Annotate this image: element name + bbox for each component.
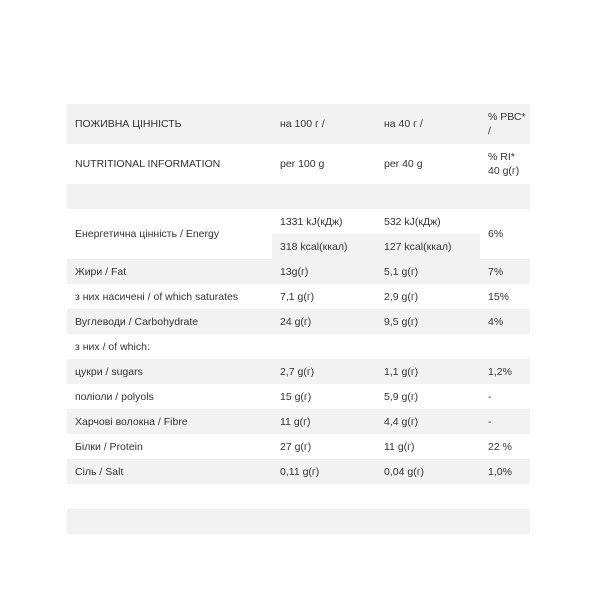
row-ri: 22 % xyxy=(488,440,512,453)
header-per40-en: per 40 g xyxy=(384,158,423,170)
header-ri-ua xyxy=(480,104,530,144)
header-ri-en xyxy=(480,144,530,184)
row-per40 xyxy=(376,334,480,359)
row-per40: 4,4 g(г) xyxy=(384,415,419,428)
table-row xyxy=(67,459,530,484)
energy-ri: 6% xyxy=(488,228,504,240)
row-ri: 4% xyxy=(488,315,504,328)
row-label: Білки / Protein xyxy=(75,440,143,453)
row-per100: 0,11 g(г) xyxy=(280,465,320,478)
table-row xyxy=(67,434,530,459)
row-per100: 2,7 g(г) xyxy=(280,365,315,378)
row-ri xyxy=(480,334,530,359)
row-ri: 1,2% xyxy=(488,365,512,378)
energy-kcal-subrow xyxy=(272,234,480,259)
row-ri: 1,0% xyxy=(488,465,512,478)
header-ri-ua-line1: % РВС* xyxy=(488,111,526,123)
energy-kj-subrow xyxy=(272,209,480,234)
table-row xyxy=(67,259,530,284)
row-per100: 13g(г) xyxy=(280,265,309,278)
row-label: Жири / Fat xyxy=(75,265,127,278)
row-per40: 5,9 g(г) xyxy=(384,390,419,403)
row-label: Харчові волокна / Fibre xyxy=(75,415,188,428)
row-label: Вуглеводи / Carbohydrate xyxy=(75,315,199,328)
header-row-en xyxy=(67,144,530,184)
row-label: з них насичені / of which saturates xyxy=(75,290,239,303)
table-row xyxy=(67,309,530,334)
energy-kcal-40: 127 kcal(ккал) xyxy=(384,240,452,253)
header-ri-en-line2: 40 g(г) xyxy=(488,165,520,177)
row-per40: 1,1 g(г) xyxy=(384,365,419,378)
blank-row xyxy=(67,484,530,509)
row-label: з них / of which: xyxy=(75,340,150,353)
header-per100-en: per 100 g xyxy=(280,158,325,170)
footer-spacer-row xyxy=(67,509,530,534)
row-ri: 7% xyxy=(488,265,504,278)
energy-values xyxy=(272,209,480,259)
row-per100: 11 g(г) xyxy=(280,415,311,428)
energy-kj-100: 1331 kJ(кДж) xyxy=(280,215,343,228)
row-per40: 0,04 g(г) xyxy=(384,465,425,478)
header-ri-en-line1: % RI* xyxy=(488,151,515,163)
row-per40: 11 g(г) xyxy=(384,440,415,453)
row-label: цукри / sugars xyxy=(75,365,143,378)
row-per100: 24 g(г) xyxy=(280,315,312,328)
row-per100: 7,1 g(г) xyxy=(280,290,315,303)
table-row xyxy=(67,359,530,384)
row-label: поліоли / polyols xyxy=(75,390,154,403)
row-ri: - xyxy=(488,415,492,428)
row-per100 xyxy=(272,334,376,359)
table-row xyxy=(67,384,530,409)
table-row xyxy=(67,284,530,309)
energy-kcal-100: 318 kcal(ккал) xyxy=(280,240,348,253)
nutrition-table xyxy=(67,104,530,534)
spacer-row xyxy=(67,184,530,209)
header-per40-ua: на 40 г / xyxy=(384,118,423,130)
header-label-ua: ПОЖИВНА ЦІННІСТЬ xyxy=(75,118,182,130)
row-per40: 5,1 g(г) xyxy=(384,265,419,278)
table-row xyxy=(67,409,530,434)
header-per100-ua: на 100 г / xyxy=(280,118,325,130)
row-ri: 15% xyxy=(488,290,510,303)
table-row xyxy=(67,334,530,359)
row-label: Сіль / Salt xyxy=(75,465,124,478)
energy-label: Енергетична цінність / Energy xyxy=(75,228,220,240)
header-label-en: NUTRITIONAL INFORMATION xyxy=(75,158,221,170)
row-ri: - xyxy=(488,390,492,403)
header-row-ua xyxy=(67,104,530,144)
row-per100: 27 g(г) xyxy=(280,440,312,453)
row-per40: 2,9 g(г) xyxy=(384,290,419,303)
energy-kj-40: 532 kJ(кДж) xyxy=(384,215,441,228)
row-per100: 15 g(г) xyxy=(280,390,312,403)
energy-row xyxy=(67,209,530,259)
row-per40: 9,5 g(г) xyxy=(384,315,419,328)
header-ri-ua-line2: / xyxy=(488,125,491,137)
